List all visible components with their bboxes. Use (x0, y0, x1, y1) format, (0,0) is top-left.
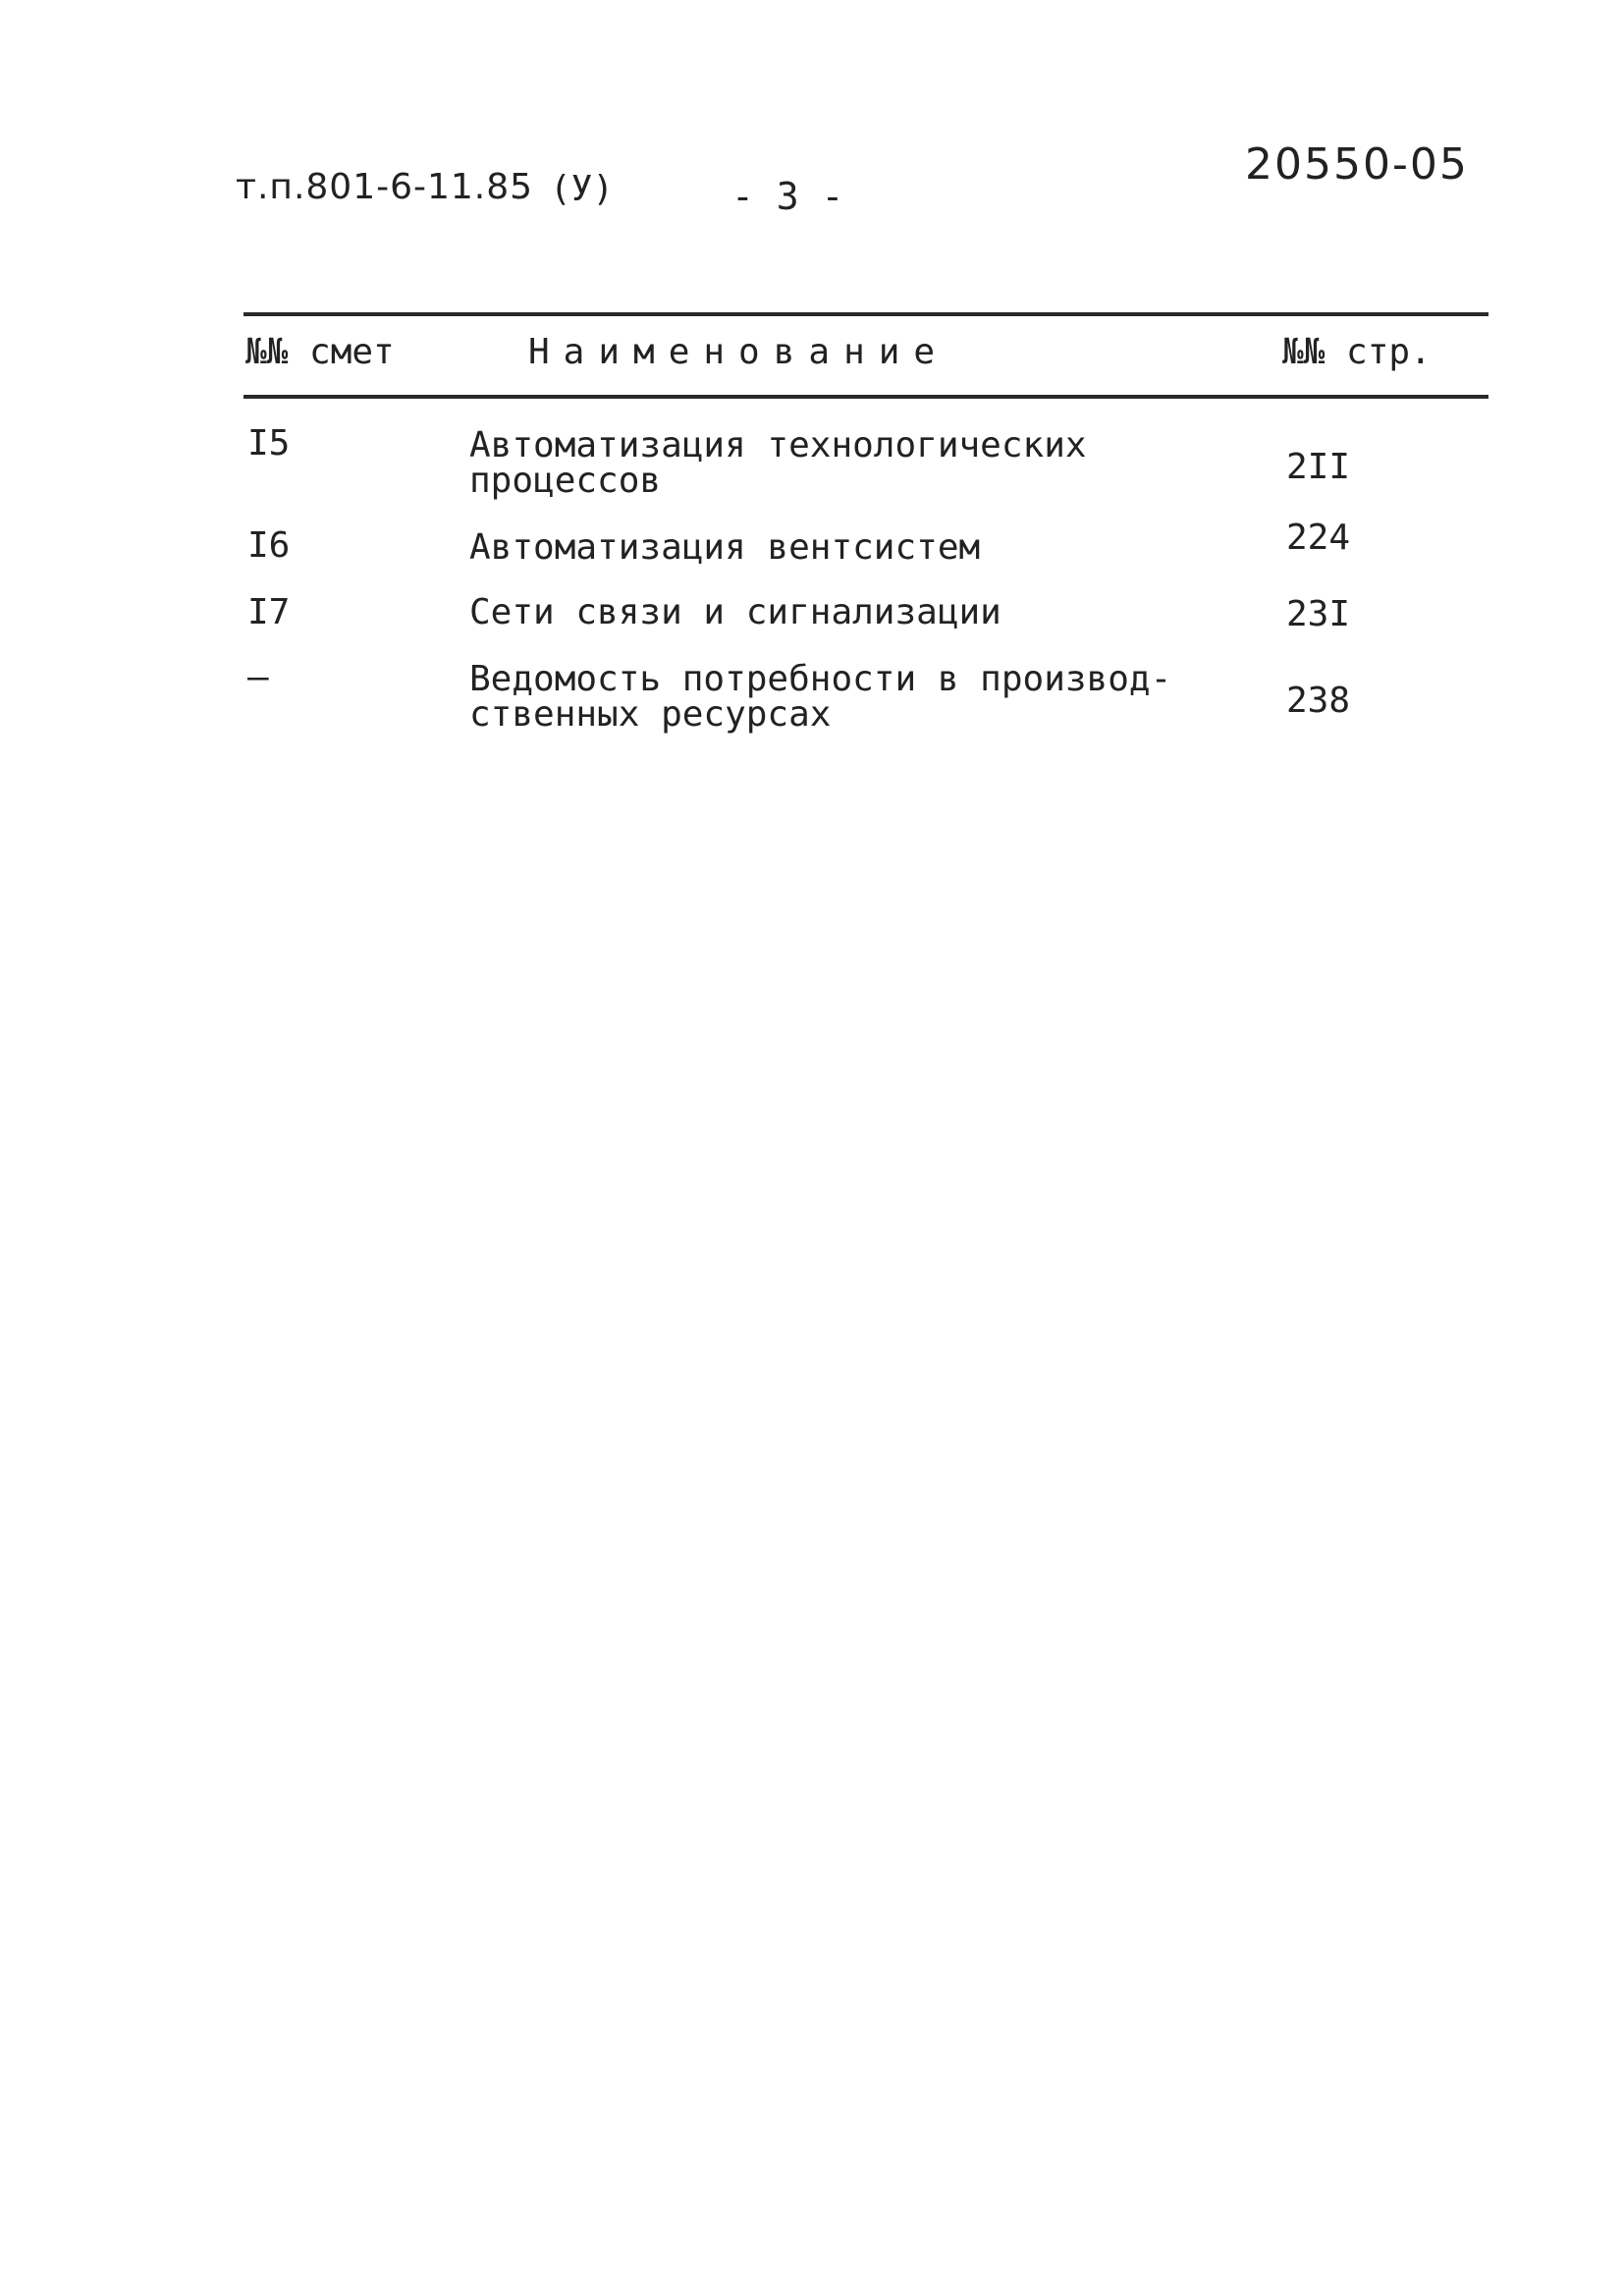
row-page-no: 2II (1286, 447, 1351, 487)
row-estimate-no: – (247, 657, 269, 697)
row-name-line: Сети связи и сигнализации (469, 592, 1001, 632)
row-page-no: 224 (1286, 518, 1351, 558)
project-code: т.п.801-6-11.85 (236, 167, 534, 207)
document-number: 20550-05 (1245, 139, 1469, 190)
column-header-estimate-no: №№ смет (245, 332, 395, 372)
row-estimate-no: I5 (247, 423, 291, 464)
table-header-rule (243, 395, 1488, 399)
row-name (469, 592, 1176, 632)
variant-mark: (У) (550, 169, 615, 209)
row-page-no: 238 (1286, 681, 1351, 721)
row-name-line: процессов (469, 461, 662, 501)
row-name-line: ственных ресурсах (469, 694, 832, 735)
row-name (469, 527, 1176, 568)
row-name-line: Ведомость потребности в производ- (469, 659, 1172, 699)
column-header-name: Наименование (528, 332, 949, 372)
row-name-line: Автоматизация вентсистем (469, 527, 981, 568)
table-top-rule (243, 312, 1488, 316)
row-page-no: 23I (1286, 594, 1351, 634)
row-estimate-no: I7 (247, 592, 291, 632)
column-header-page-no: №№ стр. (1282, 332, 1432, 372)
row-name (469, 659, 1176, 735)
row-name (469, 425, 1176, 501)
row-name-line: Автоматизация технологических (469, 425, 1087, 465)
row-estimate-no: I6 (247, 525, 291, 566)
page-number: - 3 - (731, 175, 844, 218)
